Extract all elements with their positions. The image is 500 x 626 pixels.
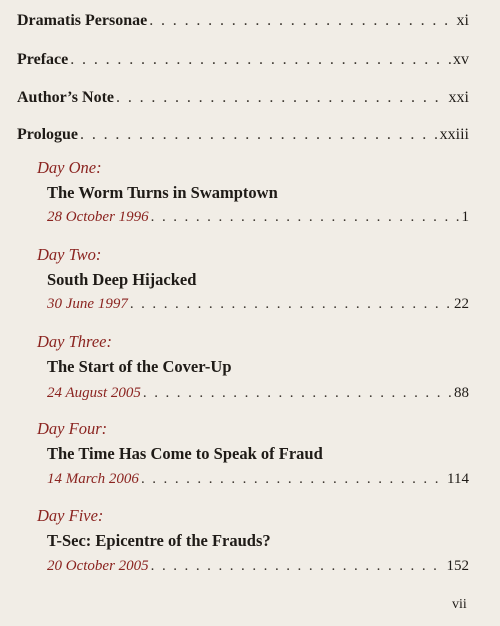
day-heading: Day Three:	[37, 332, 112, 351]
dot-leader	[151, 558, 445, 575]
toc-entry-dramatis-personae[interactable]	[17, 12, 469, 30]
dot-leader	[149, 12, 454, 30]
dot-leader	[141, 471, 445, 488]
day-heading: Day Two:	[37, 245, 102, 264]
page-folio: vii	[452, 597, 467, 612]
toc-entry-prologue[interactable]	[17, 126, 469, 144]
entry-label: Author’s Note	[17, 89, 115, 106]
toc-entry-day-one[interactable]	[47, 209, 469, 226]
chapter-title[interactable]: The Worm Turns in Swamptown	[47, 183, 278, 202]
entry-label: Dramatis Personae	[17, 12, 148, 29]
entry-page-number: xxiii	[439, 126, 469, 143]
entry-page-number: xi	[456, 12, 469, 29]
day-heading: Day One:	[37, 158, 102, 177]
chapter-title[interactable]: The Time Has Come to Speak of Fraud	[47, 444, 323, 463]
entry-page-number: xv	[453, 51, 469, 68]
toc-entry-day-four[interactable]	[47, 471, 469, 488]
entry-page-number: 88	[454, 385, 469, 401]
chapter-date: 28 October 1996	[47, 209, 149, 225]
toc-entry-authors-note[interactable]	[17, 89, 469, 107]
toc-entry-day-five[interactable]	[47, 558, 469, 575]
entry-label: Preface	[17, 51, 69, 68]
entry-page-number: xxi	[448, 89, 469, 106]
toc-entry-preface[interactable]	[17, 51, 469, 69]
chapter-title[interactable]: The Start of the Cover-Up	[47, 357, 232, 376]
chapter-date: 20 October 2005	[47, 558, 149, 574]
chapter-date: 24 August 2005	[47, 385, 141, 401]
entry-page-number: 114	[447, 471, 469, 487]
entry-label: Prologue	[17, 126, 79, 143]
dot-leader	[116, 89, 447, 107]
chapter-date: 30 June 1997	[47, 296, 128, 312]
dot-leader	[151, 209, 460, 226]
dot-leader	[70, 51, 451, 69]
day-heading: Day Four:	[37, 419, 108, 438]
entry-page-number: 152	[446, 558, 469, 574]
dot-leader	[80, 126, 438, 144]
dot-leader	[130, 296, 452, 313]
dot-leader	[143, 385, 452, 402]
entry-page-number: 1	[461, 209, 469, 225]
toc-entry-day-three[interactable]	[47, 385, 469, 402]
chapter-title[interactable]: South Deep Hijacked	[47, 270, 197, 289]
day-heading: Day Five:	[37, 506, 104, 525]
toc-entry-day-two[interactable]	[47, 296, 469, 313]
chapter-title[interactable]: T-Sec: Epicentre of the Frauds?	[47, 531, 271, 550]
chapter-date: 14 March 2006	[47, 471, 139, 487]
entry-page-number: 22	[454, 296, 469, 312]
